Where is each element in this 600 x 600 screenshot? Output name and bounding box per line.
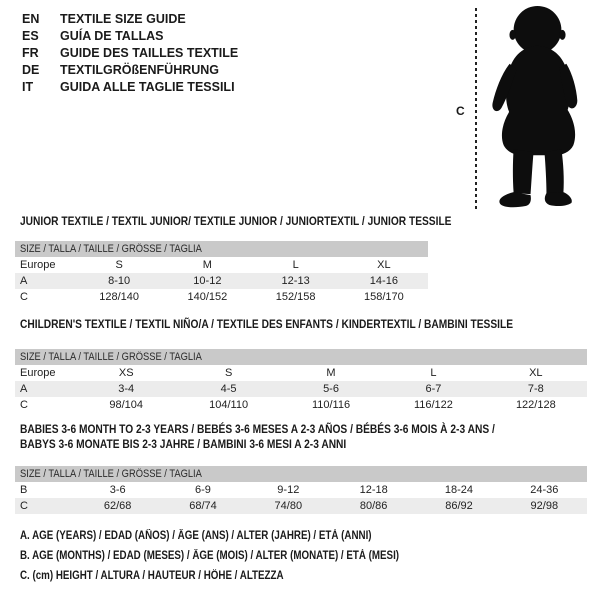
table-row: [15, 498, 587, 514]
size-value-cell: 5-6: [323, 383, 339, 395]
size-value-cell: 8-10: [108, 275, 131, 287]
table-row: [15, 482, 587, 498]
lang-title: GUIDE DES TAILLES TEXTILE: [60, 45, 239, 60]
table-row: [15, 273, 428, 289]
legend-line-b: B. AGE (MONTHS) / EDAD (MESES) / ÂGE (MOIS) / ALTER (MONATE) / ETÀ (MESI): [20, 550, 400, 562]
legend-line-c: C. (cm) HEIGHT / ALTURA / HAUTEUR / HÖHE / ALTEZZA: [20, 570, 284, 582]
table-row: [15, 365, 587, 381]
baby-silhouette-icon: [486, 4, 594, 208]
language-title-block: [22, 10, 238, 95]
table-row: [15, 397, 587, 413]
row-label-cell: A: [20, 383, 28, 395]
size-value-cell: M: [202, 259, 212, 271]
size-value-cell: 24-36: [530, 484, 559, 496]
size-value-cell: 140/152: [187, 291, 228, 303]
size-value-cell: S: [115, 259, 123, 271]
size-value-cell: S: [224, 367, 233, 379]
row-label-cell: C: [20, 500, 28, 512]
measure-legend: [20, 530, 466, 590]
junior-size-table: [15, 257, 428, 305]
size-value-cell: 122/128: [515, 399, 556, 411]
size-value-cell: 98/104: [109, 399, 144, 411]
lang-row-es: [22, 27, 238, 44]
babies-section-title: BABIES 3-6 MONTH TO 2-3 YEARS / BEBÉS 3-6 MESES A 2-3 AÑOS / BÉBÉS 3-6 MOIS À 2-3 ANS / BABYS 3-6 MONATE BIS 2-3 JAHRE / BAMBINI 3-6 MESI A 2-3 ANNI: [20, 422, 495, 451]
lang-code: DE: [22, 62, 40, 77]
size-value-cell: M: [326, 367, 336, 379]
size-value-cell: 12-13: [281, 275, 310, 287]
row-label-cell: B: [20, 484, 28, 496]
table-row: [15, 257, 428, 273]
children-size-header-bar: SIZE / TALLA / TAILLE / GRÖSSE / TAGLIA: [15, 349, 587, 365]
row-label-cell: A: [20, 275, 28, 287]
table-row: [15, 381, 587, 397]
lang-title: TEXTILE SIZE GUIDE: [60, 11, 186, 26]
lang-code: FR: [22, 45, 39, 60]
size-value-cell: 14-16: [369, 275, 398, 287]
lang-title: GUÍA DE TALLAS: [60, 28, 164, 43]
lang-row-en: [22, 10, 238, 27]
height-measure-label: C: [456, 104, 465, 118]
size-value-cell: 92/98: [530, 500, 559, 512]
row-label-cell: C: [20, 291, 28, 303]
row-label-cell: Europe: [20, 367, 56, 379]
lang-code: EN: [22, 11, 40, 26]
lang-row-fr: [22, 44, 238, 61]
size-value-cell: 74/80: [274, 500, 303, 512]
size-value-cell: 3-4: [118, 383, 135, 395]
size-value-cell: XS: [118, 367, 134, 379]
lang-row-it: [22, 78, 238, 95]
size-value-cell: 7-8: [527, 383, 544, 395]
lang-code: ES: [22, 28, 39, 43]
size-value-cell: 10-12: [193, 275, 222, 287]
size-value-cell: 62/68: [103, 500, 132, 512]
size-value-cell: 152/158: [275, 291, 316, 303]
height-measure-dashed-line: [475, 8, 477, 210]
babies-size-table: [15, 482, 587, 514]
lang-title: GUIDA ALLE TAGLIE TESSILI: [60, 79, 235, 94]
size-value-cell: 116/122: [413, 399, 453, 411]
size-value-cell: 128/140: [99, 291, 139, 303]
size-value-cell: 6-7: [425, 383, 442, 395]
size-value-cell: 18-24: [444, 484, 474, 496]
size-value-cell: 6-9: [195, 484, 211, 496]
size-value-cell: L: [292, 259, 299, 271]
row-label-cell: Europe: [20, 259, 56, 271]
lang-code: IT: [22, 79, 34, 94]
size-value-cell: 9-12: [277, 484, 300, 496]
row-label-cell: C: [20, 399, 28, 411]
lang-title: TEXTILGRÖßENFÜHRUNG: [60, 62, 220, 77]
size-value-cell: 158/170: [363, 291, 404, 303]
children-section-title: CHILDREN'S TEXTILE / TEXTIL NIÑO/A / TEXTILE DES ENFANTS / KINDERTEXTIL / BAMBINI TESSILE: [20, 317, 514, 331]
size-value-cell: 4-5: [220, 383, 237, 395]
size-value-cell: 80/86: [359, 500, 388, 512]
size-value-cell: L: [430, 367, 437, 379]
size-value-cell: XL: [529, 367, 543, 379]
junior-size-header-bar: SIZE / TALLA / TAILLE / GRÖSSE / TAGLIA: [15, 241, 428, 257]
size-value-cell: 68/74: [189, 500, 217, 512]
junior-section-title: JUNIOR TEXTILE / TEXTIL JUNIOR/ TEXTILE JUNIOR / JUNIORTEXTIL / JUNIOR TESSILE: [20, 214, 452, 228]
size-value-cell: 86/92: [445, 500, 473, 512]
size-value-cell: XL: [377, 259, 391, 271]
size-value-cell: 104/110: [209, 399, 249, 411]
size-value-cell: 110/116: [311, 399, 351, 411]
children-size-table: [15, 365, 587, 413]
babies-size-header-bar: SIZE / TALLA / TAILLE / GRÖSSE / TAGLIA: [15, 466, 587, 482]
legend-line-a: A. AGE (YEARS) / EDAD (AÑOS) / ÂGE (ANS) / ALTER (JAHRE) / ETÀ (ANNI): [20, 530, 372, 542]
table-row: [15, 289, 428, 305]
size-value-cell: 3-6: [109, 484, 126, 496]
lang-row-de: [22, 61, 238, 78]
size-value-cell: 12-18: [359, 484, 388, 496]
